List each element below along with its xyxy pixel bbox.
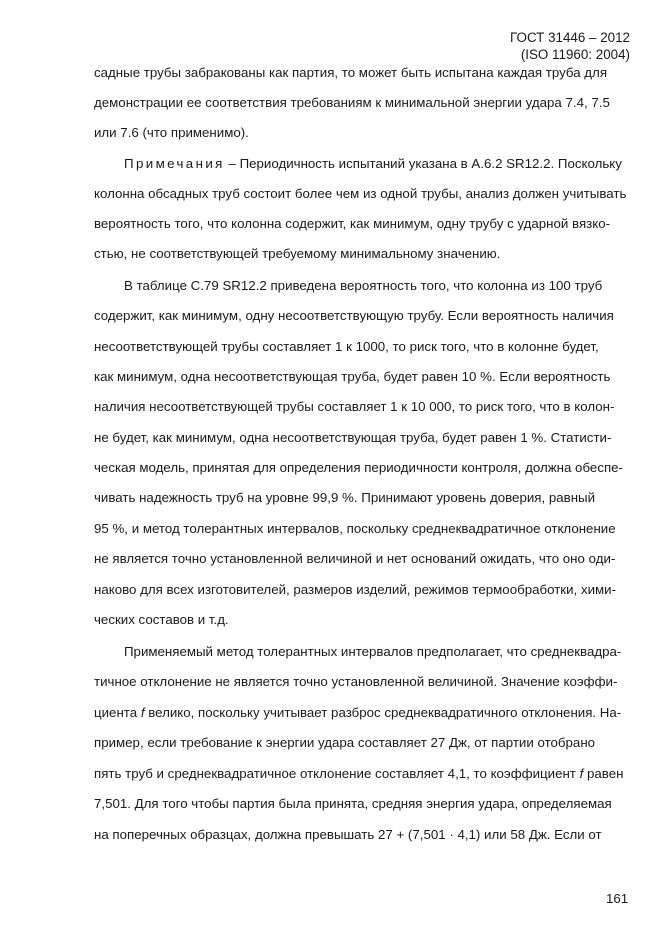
text-line: наличия несоответствующей трубы составляет 1 к 10 000, то риск того, что в колон- — [94, 399, 615, 414]
text-line: 7,501. Для того чтобы партия была принята, средняя энергия удара, определяемая — [94, 796, 612, 811]
text-line: на поперечных образцах, должна превышать 27 + (7,501 · 4,1) или 58 Дж. Если от — [94, 827, 602, 842]
standard-number: ГОСТ 31446 – 2012 — [510, 30, 630, 45]
page-number: 161 — [606, 891, 629, 906]
text-line: не будет, как минимум, одна несоответствующая труба, будет равен 1 %. Статисти- — [94, 430, 612, 445]
text-line: содержит, как минимум, одну несоответствующую трубу. Если вероятность наличия — [94, 308, 614, 323]
text-line: вероятность того, что колонна содержит, как минимум, одну трубу с ударной вязко- — [94, 216, 611, 231]
text-line: стью, не соответствующей требуемому минимальному значению. — [94, 246, 501, 261]
text-line: В таблице С.79 SR12.2 приведена вероятность того, что колонна из 100 труб — [124, 278, 603, 293]
text-line: несоответствующей трубы составляет 1 к 1000, то риск того, что в колонне будет, — [94, 339, 599, 354]
text-line: наково для всех изготовителей, размеров изделий, режимов термообработки, хими- — [94, 582, 617, 597]
iso-reference: (ISO 11960: 2004) — [520, 47, 630, 62]
text-fragment: велико, поскольку учитывает разброс среднеквадратичного отклонения. На- — [148, 705, 622, 720]
text-line: или 7.6 (что применимо). — [94, 125, 249, 140]
text-line-with-symbol — [94, 704, 621, 721]
text-line: пример, если требование к энергии удара составляет 27 Дж, от партии отобрано — [94, 735, 596, 750]
note-label: Примечания — [124, 156, 225, 171]
text-line: как минимум, одна несоответствующая труба, будет равен 10 %. Если вероятность — [94, 369, 611, 384]
text-line: чивать надежность труб на уровне 99,9 %. Принимают уровень доверия, равный — [94, 490, 596, 505]
text-line: 95 %, и метод толерантных интервалов, поскольку среднеквадратичное отклонение — [94, 521, 616, 536]
text-line: ческих составов и т.д. — [94, 612, 229, 627]
text-line-with-symbol — [94, 765, 623, 782]
text-line: садные трубы забракованы как партия, то может быть испытана каждая труба для — [94, 65, 608, 80]
symbol-f: f — [140, 705, 145, 720]
text-fragment: пять труб и среднеквадратичное отклонение составляет 4,1, то коэффициент — [94, 766, 576, 781]
text-line: Применяемый метод толерантных интервалов предполагает, что среднеквадра- — [124, 644, 622, 659]
text-line: тичное отклонение не является точно установленной величиной. Значение коэффи- — [94, 674, 618, 689]
text-line: не является точно установленной величиной и нет оснований ожидать, что оно оди- — [94, 551, 616, 566]
text-fragment: равен — [587, 766, 624, 781]
text-fragment: циента — [94, 705, 138, 720]
text-line: демонстрации ее соответствия требованиям к минимальной энергии удара 7.4, 7.5 — [94, 95, 610, 110]
text-line: колонна обсадных труб состоит более чем из одной трубы, анализ должен учитывать — [94, 186, 627, 201]
note-line — [124, 155, 622, 172]
page-header — [510, 29, 630, 63]
note-text: – Периодичность испытаний указана в А.6.2 SR12.2. Поскольку — [228, 156, 622, 171]
symbol-f: f — [579, 766, 584, 781]
text-line: ческая модель, принятая для определения периодичности контроля, должна обеспе- — [94, 460, 623, 475]
